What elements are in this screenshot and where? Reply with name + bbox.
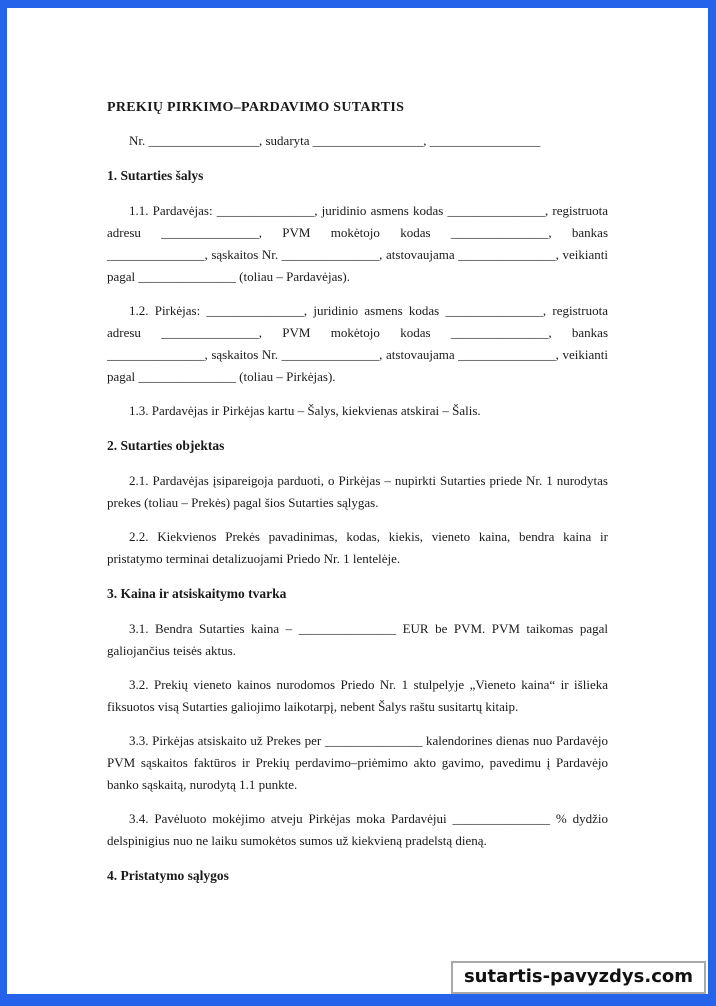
clause-3-1: 3.1. Bendra Sutarties kaina – _______________ EUR be PVM. PVM taikomas pagal galiojančius teisės aktus. [107, 621, 608, 658]
section-heading-3: 3. Kaina ir atsiskaitymo tvarka [107, 586, 287, 601]
clause-1-3: 1.3. Pardavėjas ir Pirkėjas kartu – Šalys, kiekvienas atskirai – Šalis. [129, 403, 481, 418]
clause-1-1: 1.1. Pardavėjas: _______________, juridinio asmens kodas _______________, registruota adresu _______________, PVM mokėtojo kodas _______________, bankas _______________, sąskaitos Nr. _______________, atstovaujama _______________, veikianti pagal _______________ (toliau – Pardavėjas). [107, 203, 608, 284]
watermark-link[interactable]: sutartis-pavyzdys.com [451, 961, 706, 994]
contract-number-line: Nr. _________________, sudaryta _________________, _________________ [129, 133, 541, 148]
section-heading-4: 4. Pristatymo sąlygos [107, 868, 229, 883]
clause-1-2: 1.2. Pirkėjas: _______________, juridinio asmens kodas _______________, registruota adresu _______________, PVM mokėtojo kodas _______________, bankas _______________, sąskaitos Nr. _______________, atstovaujama _______________, veikianti pagal _______________ (toliau – Pirkėjas). [107, 303, 608, 384]
section-heading-1: 1. Sutarties šalys [107, 168, 204, 183]
clause-3-3: 3.3. Pirkėjas atsiskaito už Prekes per _______________ kalendorines dienas nuo Pardavėjo PVM sąskaitos faktūros ir Prekių perdavimo–priėmimo akto gavimo, pavedimu į Pardavėjo banko sąskaitą, nurodytą 1.1 punkte. [107, 733, 608, 792]
document-title: PREKIŲ PIRKIMO–PARDAVIMO SUTARTIS [107, 100, 405, 115]
clause-2-1: 2.1. Pardavėjas įsipareigoja parduoti, o Pirkėjas – nupirkti Sutarties priede Nr. 1 nurodytas prekes (toliau – Prekės) pagal šios Sutarties sąlygas. [107, 473, 608, 510]
section-heading-2: 2. Sutarties objektas [107, 438, 225, 453]
clause-2-2: 2.2. Kiekvienos Prekės pavadinimas, kodas, kiekis, vieneto kaina, bendra kaina ir pristatymo terminai detalizuojami Priedo Nr. 1 lentelėje. [107, 529, 608, 566]
contract-document [7, 8, 708, 994]
clause-3-2: 3.2. Prekių vieneto kainos nurodomos Priedo Nr. 1 stulpelyje „Vieneto kaina“ ir išlieka fiksuotos visą Sutarties galiojimo laikotarpį, nebent Šalys raštu susitartų kitaip. [107, 677, 608, 714]
clause-3-4: 3.4. Pavėluoto mokėjimo atveju Pirkėjas moka Pardavėjui _______________ % dydžio delspinigius nuo ne laiku sumokėtos sumos už kiekvieną pradelstą dieną. [107, 811, 608, 848]
